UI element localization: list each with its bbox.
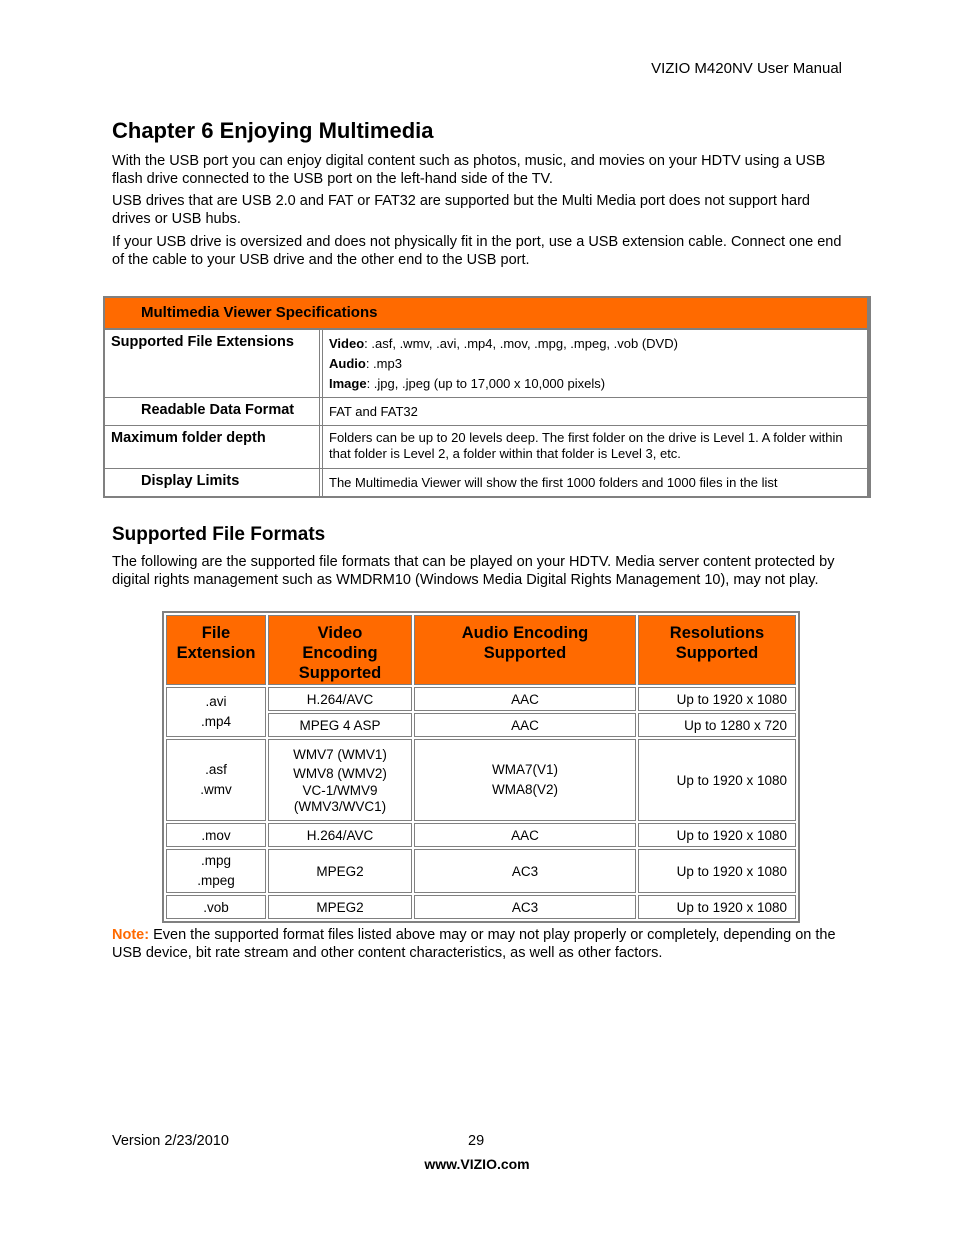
specifications-table xyxy=(103,296,871,498)
extension-text: .mp4 xyxy=(200,714,231,729)
extension-cell xyxy=(166,739,266,821)
video-text: VC-1/WMV9 xyxy=(302,783,378,798)
audio-cell: AAC xyxy=(414,823,636,847)
resolution-cell: Up to 1920 x 1080 xyxy=(638,823,796,847)
header-text: Encoding xyxy=(302,644,378,662)
note-paragraph xyxy=(112,926,842,962)
extension-text: .mpeg xyxy=(197,873,235,888)
header-text: Supported xyxy=(675,644,759,662)
spec-label-depth: Maximum folder depth xyxy=(105,426,323,468)
header-text: Video xyxy=(317,624,363,642)
usb-support-paragraph: USB drives that are USB 2.0 and FAT or FAT32 are supported but the Multi Media port does not support hard drives or USB hubs. xyxy=(112,193,810,227)
video-cell: MPEG2 xyxy=(268,849,412,893)
spec-row-depth xyxy=(105,426,867,469)
header-text: Audio Encoding xyxy=(461,624,589,642)
spec-label-format: Readable Data Format xyxy=(105,398,323,425)
video-cell: H.264/AVC xyxy=(268,823,412,847)
video-extensions: : .asf, .wmv, .avi, .mp4, .mov, .mpg, .mpeg, .vob (DVD) xyxy=(364,336,678,351)
extension-text: .avi xyxy=(205,694,227,709)
header-video-encoding xyxy=(268,615,412,685)
spec-value-limits: The Multimedia Viewer will show the first 1000 folders and 1000 files in the list xyxy=(329,475,778,490)
audio-cell xyxy=(414,739,636,821)
table-row xyxy=(166,849,796,893)
extension-cable-paragraph: If your USB drive is oversized and does not physically fit in the port, use a USB extension cable. Connect one end of the cable to your USB drive and the other end to the USB port. xyxy=(112,234,842,268)
resolution-cell: Up to 1920 x 1080 xyxy=(638,895,796,919)
extension-cell xyxy=(166,687,266,737)
audio-cell: AC3 xyxy=(414,895,636,919)
header-resolutions xyxy=(638,615,796,685)
video-cell: MPEG 4 ASP xyxy=(268,713,412,737)
audio-label: Audio xyxy=(329,356,366,371)
header-text: File xyxy=(201,624,231,642)
spec-row-format xyxy=(105,398,867,426)
formats-intro: The following are the supported file formats that can be played on your HDTV. Media server content protected by digital rights management such as WMDRM10 (Windows Media Digital Rights Management 10), may not play. xyxy=(112,554,835,588)
spec-row-extensions xyxy=(105,330,867,398)
spec-value-depth: Folders can be up to 20 levels deep. The first folder on the drive is Level 1. A folder within that folder is Level 2, a folder within that folder is Level 3, etc. xyxy=(329,430,843,461)
spec-label-limits: Display Limits xyxy=(105,469,323,496)
table-row xyxy=(166,895,796,919)
table-row xyxy=(166,739,796,821)
image-extensions: : .jpg, .jpeg (up to 17,000 x 10,000 pixels) xyxy=(366,376,606,391)
spec-row-limits xyxy=(105,469,867,496)
spec-value-format: FAT and FAT32 xyxy=(329,404,418,419)
image-label: Image xyxy=(329,376,367,391)
extension-cell xyxy=(166,849,266,893)
extension-text: .mpg xyxy=(200,853,231,868)
spec-value-extensions xyxy=(323,330,867,397)
video-cell: H.264/AVC xyxy=(268,687,412,711)
formats-table xyxy=(162,611,800,923)
audio-extensions: : .mp3 xyxy=(365,356,402,371)
footer-url: www.VIZIO.com xyxy=(424,1156,530,1172)
intro-paragraph: With the USB port you can enjoy digital content such as photos, music, and movies on your HDTV using a USB flash drive connected to the USB port on the left-hand side of the TV. xyxy=(112,153,826,187)
resolution-cell: Up to 1280 x 720 xyxy=(638,713,796,737)
page-number: 29 xyxy=(468,1133,485,1149)
header-text: Supported xyxy=(298,664,382,682)
video-text: WMV8 (WMV2) xyxy=(293,766,387,781)
extension-text: .asf xyxy=(205,762,227,777)
note-label: Note: xyxy=(112,927,150,943)
video-text: (WMV3/WVC1) xyxy=(293,799,387,814)
audio-cell: AAC xyxy=(414,713,636,737)
note-text: Even the supported format files listed above may or may not play properly or completely, depending on the USB device, bit rate stream and other content characteristics, as well as other factors. xyxy=(112,927,836,961)
header-audio-encoding xyxy=(414,615,636,685)
resolution-cell: Up to 1920 x 1080 xyxy=(638,739,796,821)
spec-table-title: Multimedia Viewer Specifications xyxy=(105,298,867,330)
header-text: Resolutions xyxy=(669,624,765,642)
video-cell: MPEG2 xyxy=(268,895,412,919)
manual-title: VIZIO M420NV User Manual xyxy=(651,60,842,77)
video-label: Video xyxy=(329,336,365,351)
resolution-cell: Up to 1920 x 1080 xyxy=(638,687,796,711)
audio-text: WMA7(V1) xyxy=(491,762,558,777)
footer-version: Version 2/23/2010 xyxy=(112,1133,229,1149)
audio-cell: AC3 xyxy=(414,849,636,893)
audio-cell: AAC xyxy=(414,687,636,711)
header-text: Extension xyxy=(176,644,256,662)
table-row xyxy=(166,687,796,711)
extension-text: .wmv xyxy=(200,782,232,797)
spec-label-extensions: Supported File Extensions xyxy=(105,330,323,397)
video-text: WMV7 (WMV1) xyxy=(293,747,387,762)
header-text: Supported xyxy=(483,644,567,662)
extension-cell: .vob xyxy=(166,895,266,919)
audio-text: WMA8(V2) xyxy=(491,782,558,797)
resolution-cell: Up to 1920 x 1080 xyxy=(638,849,796,893)
extension-cell: .mov xyxy=(166,823,266,847)
chapter-title: Chapter 6 Enjoying Multimedia xyxy=(112,118,434,143)
header-file-extension xyxy=(166,615,266,685)
formats-header-row xyxy=(166,615,796,685)
table-row xyxy=(166,823,796,847)
video-cell xyxy=(268,739,412,821)
section-title: Supported File Formats xyxy=(112,524,326,545)
